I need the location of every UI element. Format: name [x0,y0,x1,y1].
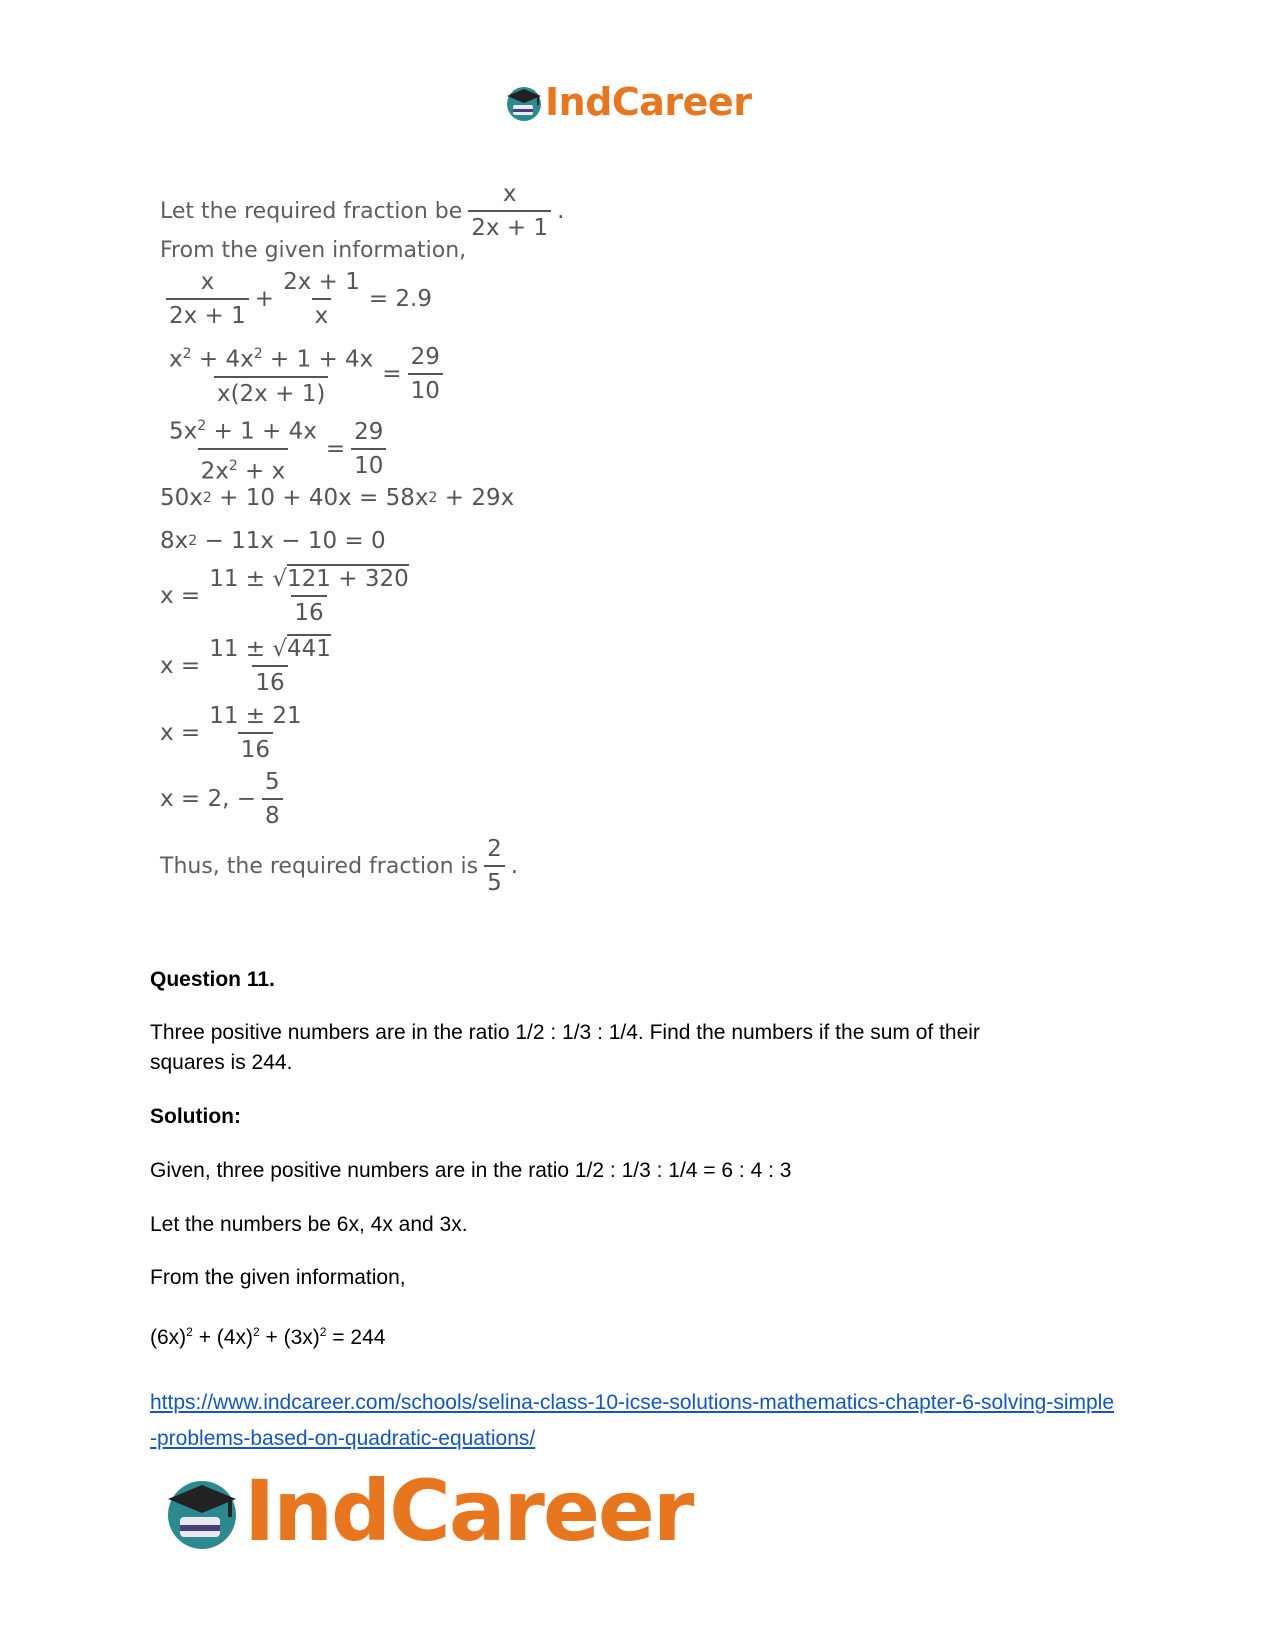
equation-8: x = $\frac{11 \pm 21}{16}$ [160,703,302,763]
equation-9: x = 2, − $\frac{5}{8}$ [160,768,289,830]
question-text: Three positive numbers are in the ratio 1/2 : 1/3 : 1/4. Find the numbers if the sum of their squares is 244. [150,1021,980,1074]
equation-squares: $(6x)^2 + (4x)^2 + (3x)^2 = 244$ [150,1325,386,1349]
solution-step-1: Given, three positive numbers are in the ratio 1/2 : 1/3 : 1/4 = 6 : 4 : 3 [150,1159,792,1182]
logo-text-large: IndCareer [244,1462,693,1560]
equation-7: x = $\frac{11 \pm √441}{16}$ [160,636,331,696]
equation-5: 8x 2 − 11x − 10 = 0 [160,528,386,554]
equation-1: $\frac{x}{2x + 1}$ + $\frac{2x + 1}{x}$ = 2.9 [160,268,432,330]
solution-step-2: Let the numbers be 6x, 4x and 3x. [150,1213,468,1236]
fraction: $\frac{x}{2x + 1}$ [468,180,551,242]
math-given-text: From the given information, [160,238,467,263]
graduation-cap-icon [160,1469,244,1553]
answer-fraction: $\frac{2}{5}$ [484,835,505,897]
indcareer-logo [503,80,751,124]
logo-text: IndCareer [545,80,752,124]
math-conclusion-text: Thus, the required fraction is [160,853,479,879]
equation-6: x = $\frac{11 \pm √121 + 320}{16}$ [160,566,409,626]
equation-4: 50x 2 + 10 + 40x = 58x 2 + 29x [160,485,515,511]
source-link[interactable]: https://www.indcareer.com/schools/selina-class-10-icse-solutions-mathematics-chapter-6-solving-simple-problems-based-on-quadratic-equations/ [150,1391,1115,1450]
equation-3: $\frac{5x^2 + 1 + 4x}{2x^2 + x}$ = $\frac{29}{10}$ [160,412,392,485]
solution-heading: Solution: [150,1105,241,1128]
math-intro-text: Let the required fraction be [160,198,463,224]
solution-math-image: Let the required fraction be $\frac{x}{2x + 1}$ . From the given information, $\frac{x}{2x + 1}$ + $\frac{2x + 1}{x}$ = 2.9 $\frac{x^2 + 4x^2 + 1 + 4x}{x(2x + 1)}$ = $\frac{29}{10}$ $\frac{5x^2 + 1 + 4x}{2x^2 + x}$ = $\frac{29}{10}$ 50x 2 + 10 + 40x = 58x 2 + 29x 8x 2 − 11x − 10 = 0 x = $\frac{11 \pm √121 + 320}{16}$ x = $\frac{11 \pm √441}{16}$ x = $\frac{11 \pm 21}{16}$ x = 2, − $\frac{5}{8}$ Thus, the required fraction is $\frac{2}{5}$ . [160,181,565,896]
indcareer-logo-large [160,1462,693,1560]
equation-2: $\frac{x^2 + 4x^2 + 1 + 4x}{x(2x + 1)}$ = $\frac{29}{10}$ [160,340,449,408]
question-heading: Question 11. [150,968,275,991]
graduation-cap-icon [503,81,545,123]
solution-step-3: From the given information, [150,1266,406,1289]
